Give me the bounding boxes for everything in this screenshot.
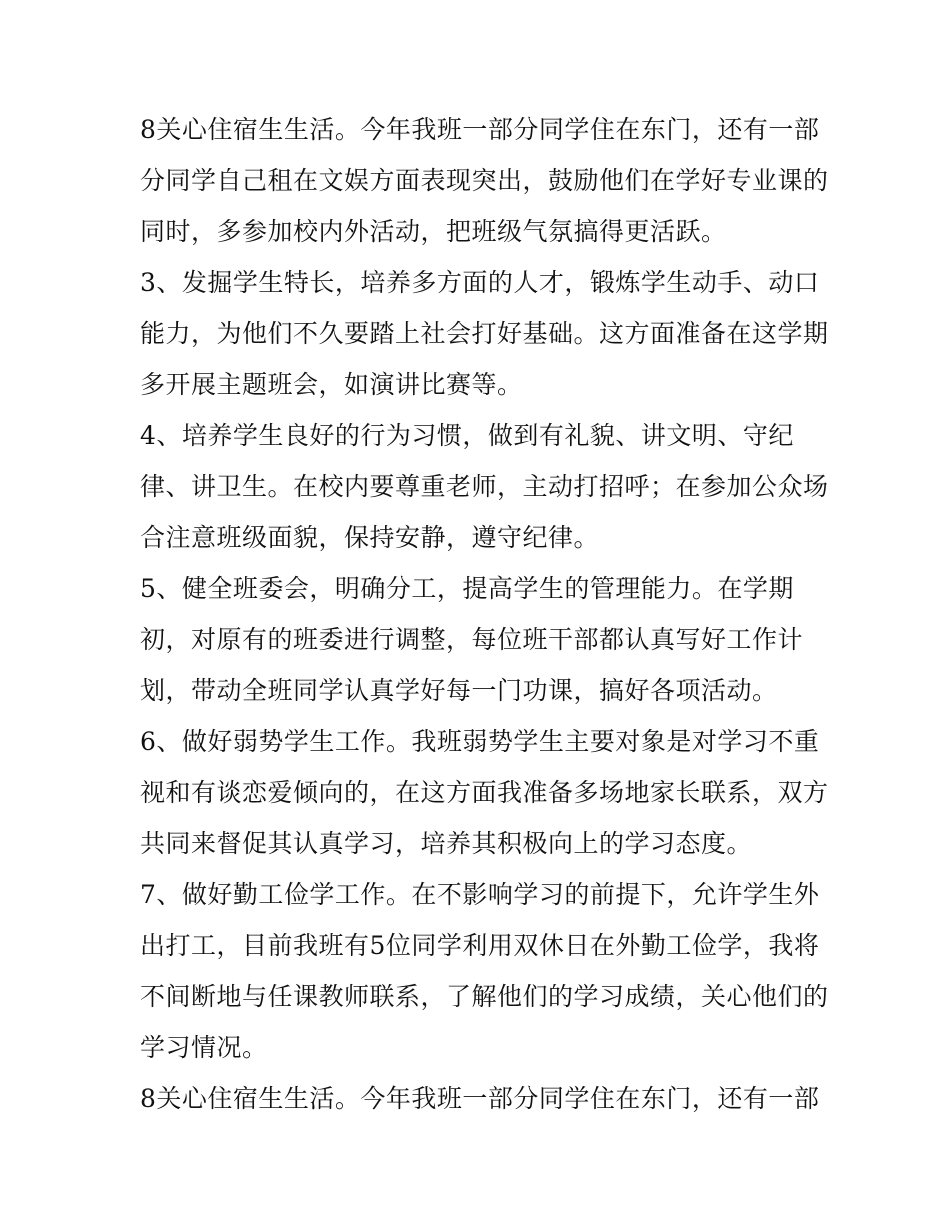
- text-line-12: 划，带动全班同学认真学好每一门功课，搞好各项活动。: [140, 676, 778, 705]
- text-line-11: 初，对原有的班委进行调整，每位班干部都认真写好工作计: [140, 625, 804, 654]
- document-body: [140, 104, 829, 1124]
- text-line-19: 学习情况。: [140, 1033, 268, 1062]
- text-line-8: 律、讲卫生。在校内要尊重老师，主动打招呼；在参加公众场: [140, 472, 829, 501]
- text-line-16: 7、做好勤工俭学工作。在不影响学习的前提下，允许学生外: [140, 880, 820, 909]
- text-line-15: 共同来督促其认真学习，培养其积极向上的学习态度。: [140, 829, 753, 858]
- text-line-13: 6、做好弱势学生工作。我班弱势学生主要对象是对学习不重: [140, 727, 820, 756]
- text-line-2: 分同学自己租在文娱方面表现突出，鼓励他们在学好专业课的: [140, 166, 829, 195]
- text-line-4: 3、发掘学生特长，培养多方面的人才，锻炼学生动手、动口: [140, 268, 820, 297]
- text-line-20: 8关心住宿生生活。今年我班一部分同学住在东门，还有一部: [140, 1084, 820, 1113]
- text-line-6: 多开展主题班会，如演讲比赛等。: [140, 370, 523, 399]
- text-line-7: 4、培养学生良好的行为习惯，做到有礼貌、讲文明、守纪: [140, 421, 794, 450]
- text-line-5: 能力，为他们不久要踏上社会打好基础。这方面准备在这学期: [140, 319, 829, 348]
- text-line-10: 5、健全班委会，明确分工，提高学生的管理能力。在学期: [140, 574, 794, 603]
- text-line-14: 视和有谈恋爱倾向的，在这方面我准备多场地家长联系，双方: [140, 778, 829, 807]
- text-line-18: 不间断地与任课教师联系，了解他们的学习成绩，关心他们的: [140, 982, 829, 1011]
- text-line-3: 同时，多参加校内外活动，把班级气氛搞得更活跃。: [140, 217, 727, 246]
- text-line-9: 合注意班级面貌，保持安静，遵守纪律。: [140, 523, 600, 552]
- text-line-1: 8关心住宿生生活。今年我班一部分同学住在东门，还有一部: [140, 115, 820, 144]
- text-line-17: 出打工，目前我班有5位同学利用双休日在外勤工俭学，我将: [140, 931, 820, 960]
